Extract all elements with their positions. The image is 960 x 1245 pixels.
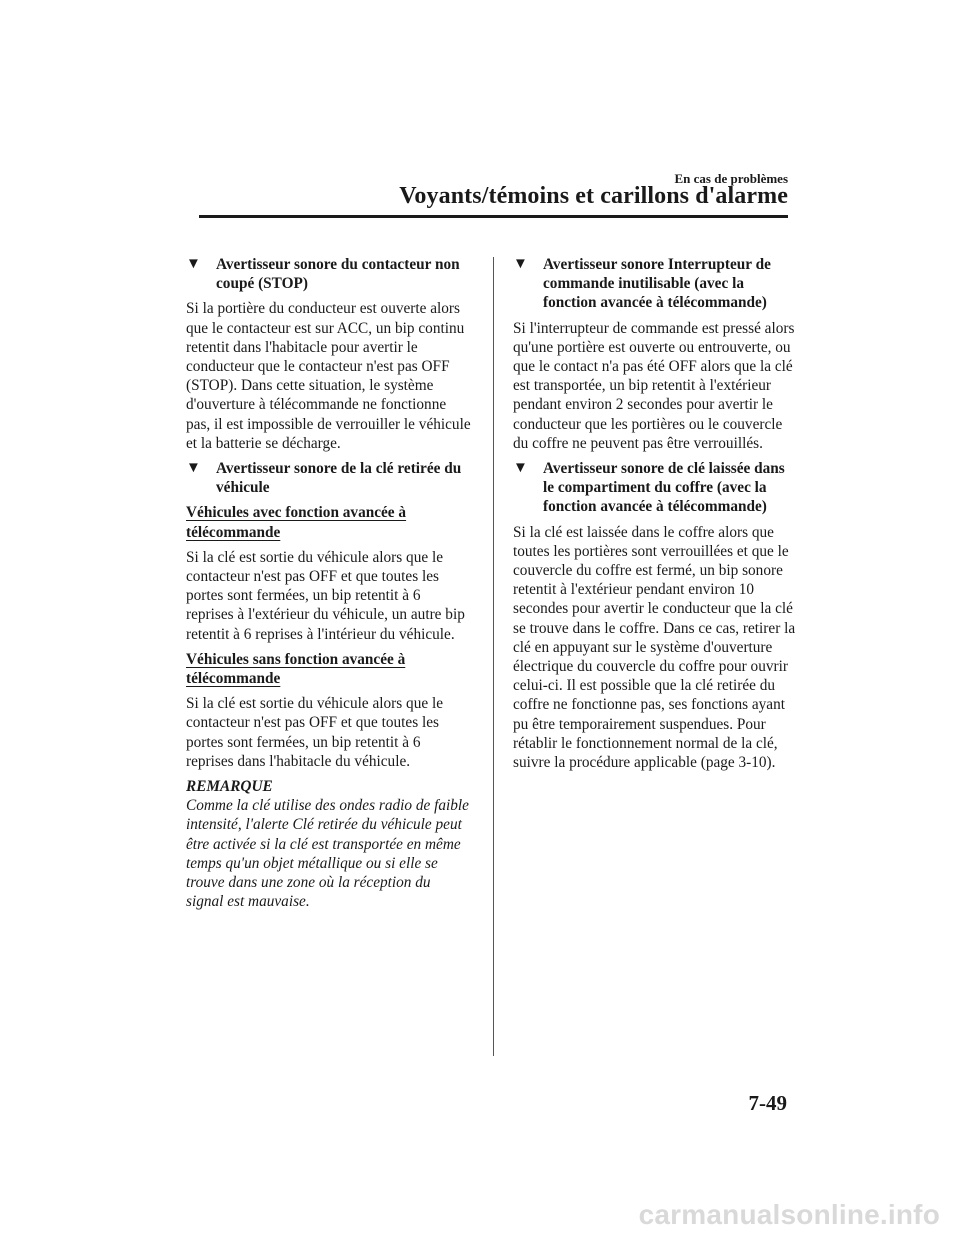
section-heading-contacteur — [186, 255, 471, 293]
section-label: En cas de problèmes — [674, 171, 788, 186]
left-column — [186, 255, 471, 912]
paragraph: Si la clé est sortie du véhicule alors que le contacteur n'est pas OFF et que toutes les portes sont fermées, un bip retentit à 6 reprises à l'extérieur du véhicule, un autre bip retentit à 6 reprises à l'intérieur du véhicule. — [186, 548, 465, 643]
triangle-marker-icon: ▼ — [186, 256, 201, 272]
subheading-sans-fonction: Véhicules sans fonction avancée à télécommande — [186, 650, 406, 688]
paragraph: Si la clé est laissée dans le coffre alors que toutes les portières sont verrouillées et que le couvercle du coffre est fermé, un bip sonore retentit à l'extérieur pendant environ 10 secondes pour avertir le conducteur que la clé se trouve dans le coffre. Dans ce cas, retirer la clé en appuyant sur le système d'ouverture électrique du couvercle du coffre pour ouvrir celui-ci. Il est possible que la clé retirée du coffre ne fonctionne pas, ses fonctions ayant pu être temporairement suspendues. Pour rétablir le fonctionnement normal de la clé, suivre la procédure applicable (page 3-10). — [513, 523, 796, 772]
right-column — [513, 255, 798, 778]
page-title: Voyants/témoins et carillons d'alarme — [399, 183, 788, 209]
paragraph: Si la clé est sortie du véhicule alors que le contacteur n'est pas OFF et que toutes les portes sont fermées, un bip retentit à 6 reprises dans l'habitacle du véhicule. — [186, 695, 443, 770]
heading-text: Avertisseur sonore de clé laissée dans le compartiment du coffre (avec la fonction avancée à télécommande) — [543, 460, 785, 516]
heading-text: Avertisseur sonore Interrupteur de commande inutilisable (avec la fonction avancée à télécommande) — [543, 256, 771, 312]
triangle-marker-icon: ▼ — [513, 460, 528, 477]
note-text: Comme la clé utilise des ondes radio de faible intensité, l'alerte Clé retirée du véhicule peut être activée si la clé est transportée en même temps qu'un objet métallique ou si elle se trouve dans une zone où la réception du signal est mauvaise. — [186, 797, 469, 911]
section-heading-cle-retiree — [186, 459, 471, 497]
note-label: REMARQUE — [186, 778, 273, 796]
triangle-marker-icon: ▼ — [513, 256, 528, 272]
triangle-marker-icon: ▼ — [186, 460, 201, 477]
paragraph: Si la portière du conducteur est ouverte alors que le contacteur est sur ACC, un bip continu retentit dans l'habitacle pour avertir le conducteur que le contacteur n'est pas OFF (STOP). Dans cette situation, le système d'ouverture à télécommande ne fonctionne pas, il est impossible de verrouiller le véhicule et la batterie se décharge. — [186, 300, 471, 452]
watermark: carmanualsonline.info — [638, 1199, 940, 1230]
heading-text: Avertisseur sonore du contacteur non coupé (STOP) — [216, 256, 460, 293]
heading-text: Avertisseur sonore de la clé retirée du véhicule — [216, 460, 462, 497]
column-divider — [493, 257, 494, 1056]
header-rule — [199, 215, 788, 218]
paragraph: Si l'interrupteur de commande est pressé alors qu'une portière est ouverte ou entrouverte, ou que le contact n'a pas été OFF alors que la clé est transportée, un bip retentit à l'extérieur pendant environ 2 secondes pour avertir le conducteur que les portières ou le couvercle du coffre ne peuvent pas être verrouillés. — [513, 319, 795, 452]
section-heading-cle-coffre — [513, 459, 798, 517]
section-heading-interrupteur — [513, 255, 798, 313]
subheading-avec-fonction: Véhicules avec fonction avancée à télécommande — [186, 504, 407, 541]
page-number: 7-49 — [748, 1091, 787, 1115]
